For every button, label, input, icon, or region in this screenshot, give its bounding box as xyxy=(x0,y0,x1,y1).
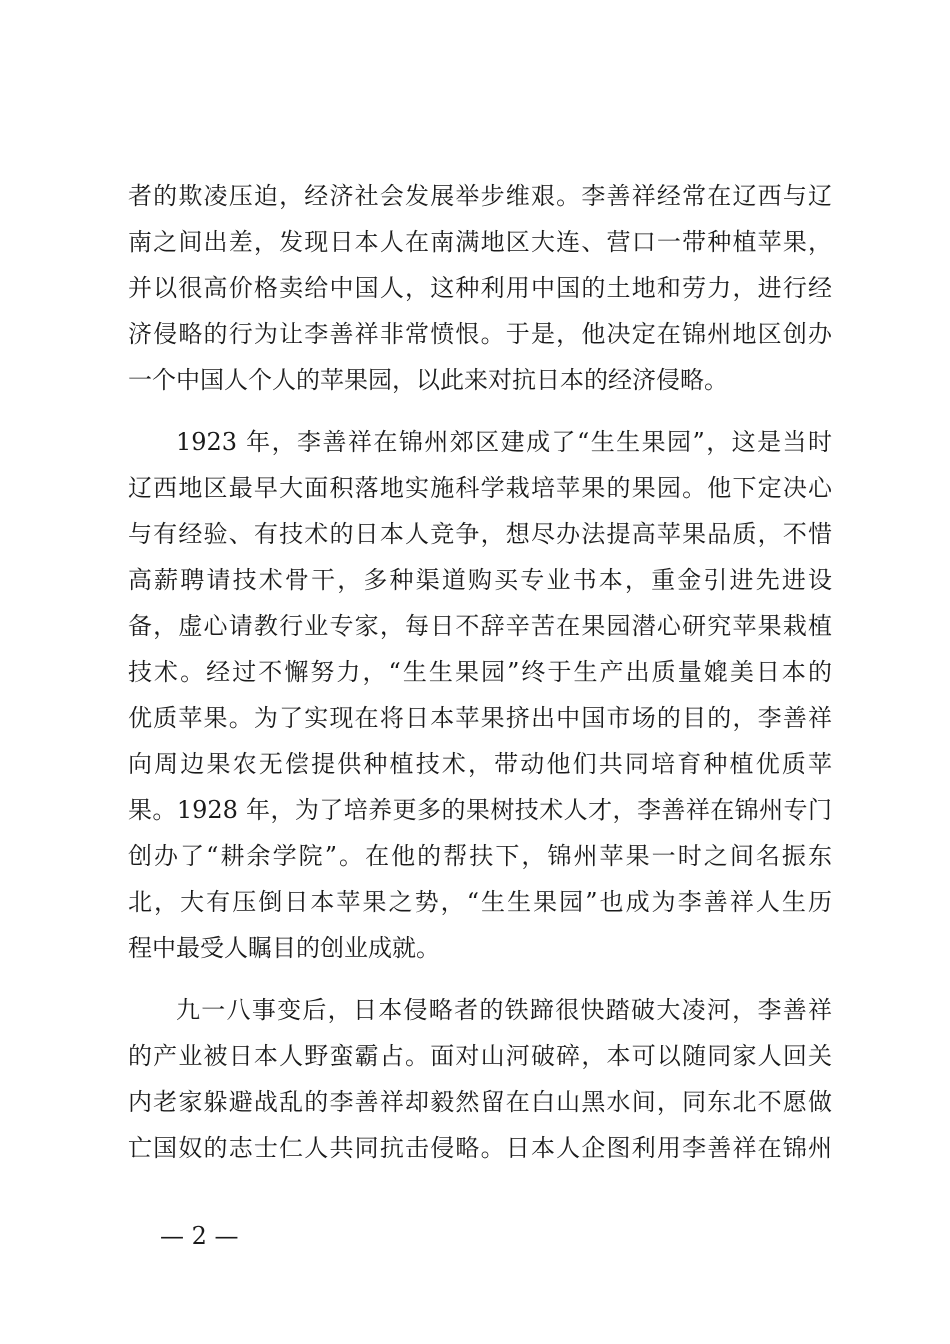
paragraph-2-line-4: 高薪聘请技术骨干，多种渠道购买专业书本，重金引进先进设 xyxy=(128,566,832,594)
paragraph-2-line-3: 与有经验、有技术的日本人竞争，想尽办法提高苹果品质，不惜 xyxy=(128,520,832,548)
paragraph-2-line-7: 优质苹果。为了实现在将日本苹果挤出中国市场的目的，李善祥 xyxy=(128,704,832,732)
paragraph-1-line-1: 者的欺凌压迫，经济社会发展举步维艰。李善祥经常在辽西与辽 xyxy=(128,182,832,210)
paragraph-1-line-4: 济侵略的行为让李善祥非常愤恨。于是，他决定在锦州地区创办 xyxy=(128,320,832,348)
paragraph-1-line-5: 一个中国人个人的苹果园，以此来对抗日本的经济侵略。 xyxy=(128,366,728,394)
paragraph-1-line-3: 并以很高价格卖给中国人，这种利用中国的土地和劳力，进行经 xyxy=(128,274,832,302)
paragraph-2-line-5: 备，虚心请教行业专家，每日不辞辛苦在果园潜心研究苹果栽植 xyxy=(128,612,832,640)
paragraph-2-line-9: 果。1928 年，为了培养更多的果树技术人才，李善祥在锦州专门 xyxy=(128,796,832,824)
paragraph-2-line-11: 北，大有压倒日本苹果之势，“生生果园”也成为李善祥人生历 xyxy=(128,888,832,916)
paragraph-2-line-6: 技术。经过不懈努力，“生生果园”终于生产出质量媲美日本的 xyxy=(128,658,832,686)
paragraph-2-line-1: 1923 年，李善祥在锦州郊区建成了“生生果园”，这是当时 xyxy=(176,428,832,456)
paragraph-3-line-3: 内老家躲避战乱的李善祥却毅然留在白山黑水间，同东北不愿做 xyxy=(128,1088,832,1116)
page-number: — 2 — xyxy=(160,1222,239,1250)
paragraph-1-line-2: 南之间出差，发现日本人在南满地区大连、营口一带种植苹果， xyxy=(128,228,832,256)
paragraph-3-line-2: 的产业被日本人野蛮霸占。面对山河破碎，本可以随同家人回关 xyxy=(128,1042,832,1070)
paragraph-2-line-12: 程中最受人瞩目的创业成就。 xyxy=(128,934,440,962)
paragraph-2-line-2: 辽西地区最早大面积落地实施科学栽培苹果的果园。他下定决心 xyxy=(128,474,832,502)
paragraph-3-line-1: 九一八事变后，日本侵略者的铁蹄很快踏破大凌河，李善祥 xyxy=(176,996,832,1024)
paragraph-2-line-8: 向周边果农无偿提供种植技术，带动他们共同培育种植优质苹 xyxy=(128,750,832,778)
paragraph-3-line-4: 亡国奴的志士仁人共同抗击侵略。日本人企图利用李善祥在锦州 xyxy=(128,1134,832,1162)
paragraph-2-line-10: 创办了“耕余学院”。在他的帮扶下，锦州苹果一时之间名振东 xyxy=(128,842,832,870)
